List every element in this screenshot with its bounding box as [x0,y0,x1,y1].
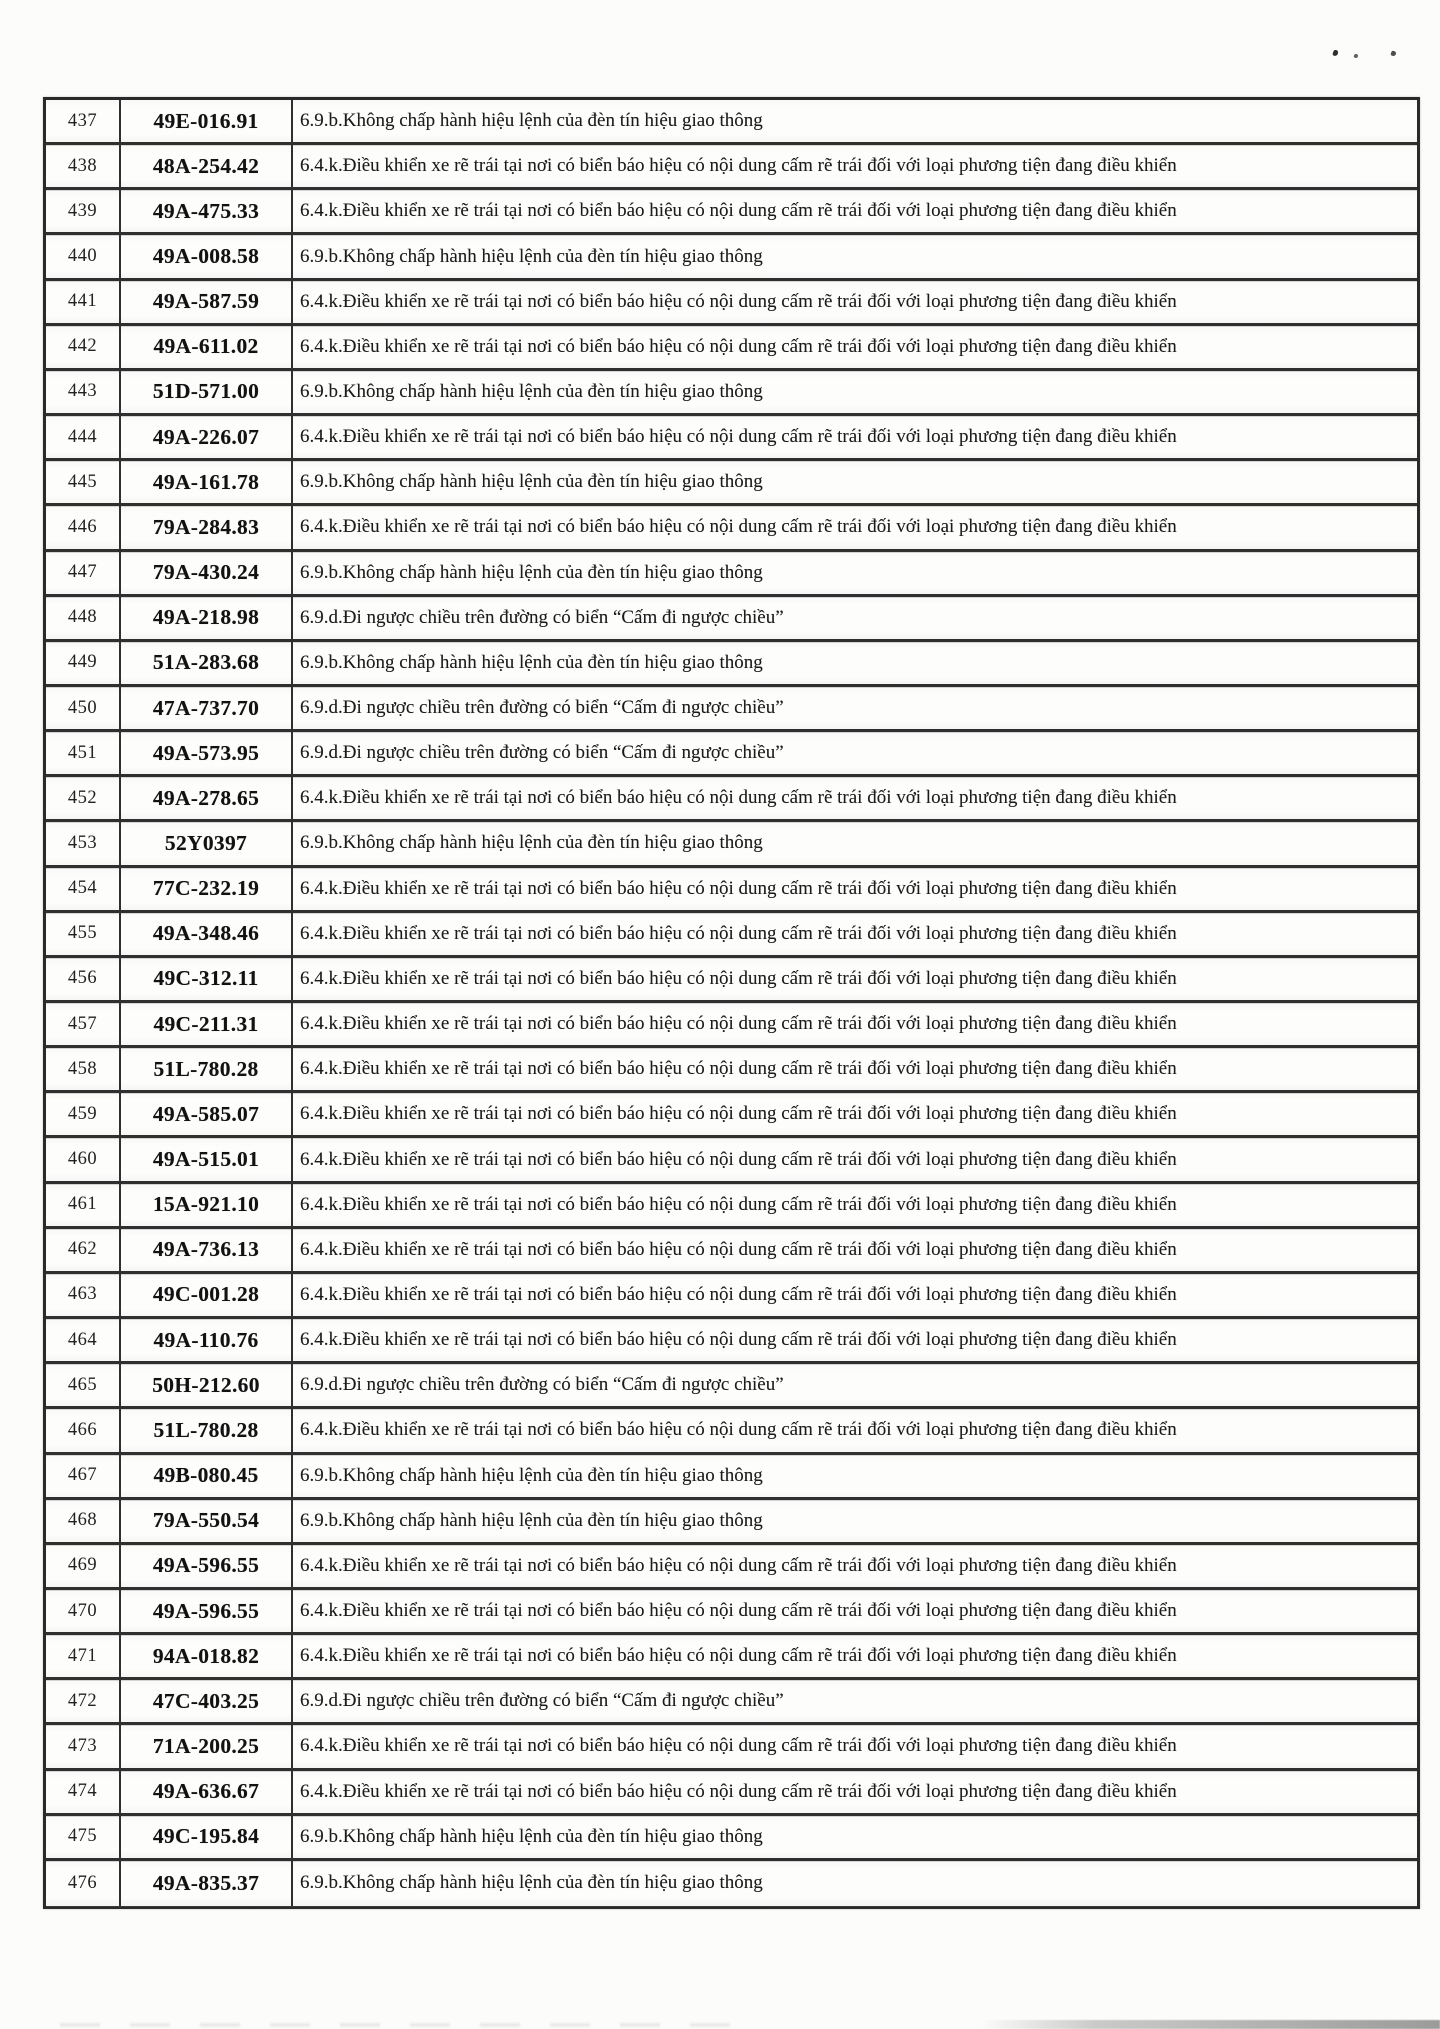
violation-description-cell: 6.4.k.Điều khiển xe rẽ trái tại nơi có biển báo hiệu có nội dung cấm rẽ trái đối với loại phương tiện đang điều khiển [300,1329,1177,1351]
violation-description-cell: 6.9.b.Không chấp hành hiệu lệnh của đèn tín hiệu giao thông [300,245,763,267]
violation-description-cell: 6.9.b.Không chấp hành hiệu lệnh của đèn tín hiệu giao thông [300,561,763,583]
license-plate-cell: 49A-835.37 [121,1861,293,1906]
license-plate-cell: 49A-278.65 [121,777,293,819]
table-row [46,1274,1417,1319]
table-row [46,1319,1417,1364]
license-plate-cell: 49A-587.59 [121,281,293,323]
table-row [46,597,1417,642]
scan-smudge [980,2020,1440,2029]
row-number-cell: 442 [46,326,121,368]
violation-description-cell: 6.4.k.Điều khiển xe rẽ trái tại nơi có biển báo hiệu có nội dung cấm rẽ trái đối với loại phương tiện đang điều khiển [300,1148,1177,1170]
license-plate-cell: 49A-596.55 [121,1590,293,1632]
scan-speck [1332,49,1339,56]
table-row [46,1635,1417,1680]
row-number-cell: 445 [46,461,121,503]
scan-speck [1390,50,1396,56]
table-row [46,235,1417,280]
license-plate-cell: 79A-430.24 [121,552,293,594]
row-number-cell: 456 [46,958,121,1000]
table-row [46,1500,1417,1545]
license-plate-cell: 49A-585.07 [121,1093,293,1135]
license-plate-cell: 49A-636.67 [121,1771,293,1813]
table-row [46,1861,1417,1906]
table-row [46,326,1417,371]
table-row [46,190,1417,235]
violation-description-cell: 6.4.k.Điều khiển xe rẽ trái tại nơi có biển báo hiệu có nội dung cấm rẽ trái đối với loại phương tiện đang điều khiển [300,1013,1177,1035]
license-plate-cell: 49C-001.28 [121,1274,293,1316]
row-number-cell: 474 [46,1771,121,1813]
row-number-cell: 465 [46,1364,121,1406]
violation-description-cell: 6.4.k.Điều khiển xe rẽ trái tại nơi có biển báo hiệu có nội dung cấm rẽ trái đối với loại phương tiện đang điều khiển [300,1193,1177,1215]
table-row [46,822,1417,867]
table-row [46,1545,1417,1590]
row-number-cell: 449 [46,642,121,684]
violation-description-cell: 6.4.k.Điều khiển xe rẽ trái tại nơi có biển báo hiệu có nội dung cấm rẽ trái đối với loại phương tiện đang điều khiển [300,1419,1177,1441]
license-plate-cell: 15A-921.10 [121,1184,293,1226]
violation-description-cell: 6.4.k.Điều khiển xe rẽ trái tại nơi có biển báo hiệu có nội dung cấm rẽ trái đối với loại phương tiện đang điều khiển [300,426,1177,448]
table-row [46,913,1417,958]
row-number-cell: 448 [46,597,121,639]
table-row [46,1364,1417,1409]
row-number-cell: 440 [46,235,121,277]
table-row [46,461,1417,506]
row-number-cell: 437 [46,100,121,142]
license-plate-cell: 49E-016.91 [121,100,293,142]
license-plate-cell: 49A-475.33 [121,190,293,232]
table-row [46,145,1417,190]
violation-description-cell: 6.4.k.Điều khiển xe rẽ trái tại nơi có biển báo hiệu có nội dung cấm rẽ trái đối với loại phương tiện đang điều khiển [300,1735,1177,1757]
license-plate-cell: 49B-080.45 [121,1455,293,1497]
license-plate-cell: 49C-195.84 [121,1816,293,1858]
violation-description-cell: 6.4.k.Điều khiển xe rẽ trái tại nơi có biển báo hiệu có nội dung cấm rẽ trái đối với loại phương tiện đang điều khiển [300,335,1177,357]
row-number-cell: 451 [46,732,121,774]
license-plate-cell: 49A-596.55 [121,1545,293,1587]
violation-description-cell: 6.4.k.Điều khiển xe rẽ trái tại nơi có biển báo hiệu có nội dung cấm rẽ trái đối với loại phương tiện đang điều khiển [300,877,1177,899]
row-number-cell: 470 [46,1590,121,1632]
row-number-cell: 476 [46,1861,121,1906]
row-number-cell: 472 [46,1680,121,1722]
table-row [46,1093,1417,1138]
table-row [46,552,1417,597]
table-row [46,371,1417,416]
violation-description-cell: 6.4.k.Điều khiển xe rẽ trái tại nơi có biển báo hiệu có nội dung cấm rẽ trái đối với loại phương tiện đang điều khiển [300,1600,1177,1622]
table-row [46,281,1417,326]
table-row [46,777,1417,822]
row-number-cell: 443 [46,371,121,413]
license-plate-cell: 51D-571.00 [121,371,293,413]
row-number-cell: 441 [46,281,121,323]
table-row [46,1725,1417,1770]
violation-description-cell: 6.4.k.Điều khiển xe rẽ trái tại nơi có biển báo hiệu có nội dung cấm rẽ trái đối với loại phương tiện đang điều khiển [300,922,1177,944]
violation-description-cell: 6.9.b.Không chấp hành hiệu lệnh của đèn tín hiệu giao thông [300,380,763,402]
violation-description-cell: 6.9.b.Không chấp hành hiệu lệnh của đèn tín hiệu giao thông [300,1464,763,1486]
license-plate-cell: 94A-018.82 [121,1635,293,1677]
row-number-cell: 455 [46,913,121,955]
license-plate-cell: 77C-232.19 [121,868,293,910]
license-plate-cell: 79A-284.83 [121,506,293,548]
violation-description-cell: 6.4.k.Điều khiển xe rẽ trái tại nơi có biển báo hiệu có nội dung cấm rẽ trái đối với loại phương tiện đang điều khiển [300,290,1177,312]
scan-speck [1353,53,1358,58]
row-number-cell: 468 [46,1500,121,1542]
row-number-cell: 454 [46,868,121,910]
license-plate-cell: 49A-161.78 [121,461,293,503]
row-number-cell: 450 [46,687,121,729]
table-row [46,1771,1417,1816]
violation-description-cell: 6.4.k.Điều khiển xe rẽ trái tại nơi có biển báo hiệu có nội dung cấm rẽ trái đối với loại phương tiện đang điều khiển [300,1780,1177,1802]
violation-description-cell: 6.9.d.Đi ngược chiều trên đường có biển “Cấm đi ngược chiều” [300,1690,784,1712]
table-row [46,100,1417,145]
row-number-cell: 439 [46,190,121,232]
violation-description-cell: 6.4.k.Điều khiển xe rẽ trái tại nơi có biển báo hiệu có nội dung cấm rẽ trái đối với loại phương tiện đang điều khiển [300,1645,1177,1667]
violation-table [43,97,1420,1909]
license-plate-cell: 50H-212.60 [121,1364,293,1406]
table-row [46,1229,1417,1274]
row-number-cell: 457 [46,1003,121,1045]
table-row [46,1138,1417,1183]
row-number-cell: 463 [46,1274,121,1316]
license-plate-cell: 52Y0397 [121,822,293,864]
license-plate-cell: 49A-110.76 [121,1319,293,1361]
license-plate-cell: 51A-283.68 [121,642,293,684]
table-row [46,1816,1417,1861]
violation-description-cell: 6.9.d.Đi ngược chiều trên đường có biển “Cấm đi ngược chiều” [300,1374,784,1396]
row-number-cell: 469 [46,1545,121,1587]
violation-description-cell: 6.4.k.Điều khiển xe rẽ trái tại nơi có biển báo hiệu có nội dung cấm rẽ trái đối với loại phương tiện đang điều khiển [300,155,1177,177]
row-number-cell: 447 [46,552,121,594]
table-row [46,642,1417,687]
table-row [46,416,1417,461]
license-plate-cell: 48A-254.42 [121,145,293,187]
violation-description-cell: 6.9.b.Không chấp hành hiệu lệnh của đèn tín hiệu giao thông [300,1872,763,1894]
table-row [46,687,1417,732]
row-number-cell: 464 [46,1319,121,1361]
license-plate-cell: 47C-403.25 [121,1680,293,1722]
license-plate-cell: 49A-611.02 [121,326,293,368]
license-plate-cell: 47A-737.70 [121,687,293,729]
table-row [46,1590,1417,1635]
license-plate-cell: 71A-200.25 [121,1725,293,1767]
license-plate-cell: 49A-348.46 [121,913,293,955]
violation-description-cell: 6.9.b.Không chấp hành hiệu lệnh của đèn tín hiệu giao thông [300,471,763,493]
row-number-cell: 466 [46,1409,121,1451]
row-number-cell: 446 [46,506,121,548]
table-row [46,506,1417,551]
table-row [46,958,1417,1003]
license-plate-cell: 51L-780.28 [121,1409,293,1451]
row-number-cell: 467 [46,1455,121,1497]
license-plate-cell: 79A-550.54 [121,1500,293,1542]
violation-description-cell: 6.9.b.Không chấp hành hiệu lệnh của đèn tín hiệu giao thông [300,1825,763,1847]
violation-description-cell: 6.9.d.Đi ngược chiều trên đường có biển “Cấm đi ngược chiều” [300,697,784,719]
row-number-cell: 462 [46,1229,121,1271]
table-row [46,732,1417,777]
license-plate-cell: 49A-573.95 [121,732,293,774]
violation-description-cell: 6.9.b.Không chấp hành hiệu lệnh của đèn tín hiệu giao thông [300,651,763,673]
row-number-cell: 475 [46,1816,121,1858]
table-row [46,1184,1417,1229]
violation-description-cell: 6.4.k.Điều khiển xe rẽ trái tại nơi có biển báo hiệu có nội dung cấm rẽ trái đối với loại phương tiện đang điều khiển [300,1103,1177,1125]
table-row [46,1680,1417,1725]
table-row [46,1048,1417,1093]
table-row [46,868,1417,913]
row-number-cell: 460 [46,1138,121,1180]
row-number-cell: 471 [46,1635,121,1677]
license-plate-cell: 49C-312.11 [121,958,293,1000]
row-number-cell: 453 [46,822,121,864]
violation-description-cell: 6.4.k.Điều khiển xe rẽ trái tại nơi có biển báo hiệu có nội dung cấm rẽ trái đối với loại phương tiện đang điều khiển [300,516,1177,538]
row-number-cell: 438 [46,145,121,187]
table-row [46,1455,1417,1500]
violation-description-cell: 6.4.k.Điều khiển xe rẽ trái tại nơi có biển báo hiệu có nội dung cấm rẽ trái đối với loại phương tiện đang điều khiển [300,1238,1177,1260]
license-plate-cell: 49A-515.01 [121,1138,293,1180]
license-plate-cell: 49A-008.58 [121,235,293,277]
scan-smudge [60,2023,760,2027]
license-plate-cell: 51L-780.28 [121,1048,293,1090]
violation-description-cell: 6.4.k.Điều khiển xe rẽ trái tại nơi có biển báo hiệu có nội dung cấm rẽ trái đối với loại phương tiện đang điều khiển [300,200,1177,222]
violation-description-cell: 6.9.d.Đi ngược chiều trên đường có biển “Cấm đi ngược chiều” [300,606,784,628]
row-number-cell: 452 [46,777,121,819]
row-number-cell: 444 [46,416,121,458]
table-row [46,1003,1417,1048]
violation-description-cell: 6.4.k.Điều khiển xe rẽ trái tại nơi có biển báo hiệu có nội dung cấm rẽ trái đối với loại phương tiện đang điều khiển [300,1554,1177,1576]
row-number-cell: 461 [46,1184,121,1226]
license-plate-cell: 49C-211.31 [121,1003,293,1045]
violation-description-cell: 6.4.k.Điều khiển xe rẽ trái tại nơi có biển báo hiệu có nội dung cấm rẽ trái đối với loại phương tiện đang điều khiển [300,1058,1177,1080]
violation-description-cell: 6.4.k.Điều khiển xe rẽ trái tại nơi có biển báo hiệu có nội dung cấm rẽ trái đối với loại phương tiện đang điều khiển [300,787,1177,809]
license-plate-cell: 49A-736.13 [121,1229,293,1271]
table-row [46,1409,1417,1454]
license-plate-cell: 49A-218.98 [121,597,293,639]
violation-description-cell: 6.9.b.Không chấp hành hiệu lệnh của đèn tín hiệu giao thông [300,1509,763,1531]
violation-description-cell: 6.4.k.Điều khiển xe rẽ trái tại nơi có biển báo hiệu có nội dung cấm rẽ trái đối với loại phương tiện đang điều khiển [300,1283,1177,1305]
violation-description-cell: 6.9.b.Không chấp hành hiệu lệnh của đèn tín hiệu giao thông [300,110,763,132]
license-plate-cell: 49A-226.07 [121,416,293,458]
row-number-cell: 473 [46,1725,121,1767]
violation-description-cell: 6.9.d.Đi ngược chiều trên đường có biển “Cấm đi ngược chiều” [300,742,784,764]
row-number-cell: 459 [46,1093,121,1135]
violation-description-cell: 6.4.k.Điều khiển xe rẽ trái tại nơi có biển báo hiệu có nội dung cấm rẽ trái đối với loại phương tiện đang điều khiển [300,967,1177,989]
row-number-cell: 458 [46,1048,121,1090]
violation-description-cell: 6.9.b.Không chấp hành hiệu lệnh của đèn tín hiệu giao thông [300,832,763,854]
